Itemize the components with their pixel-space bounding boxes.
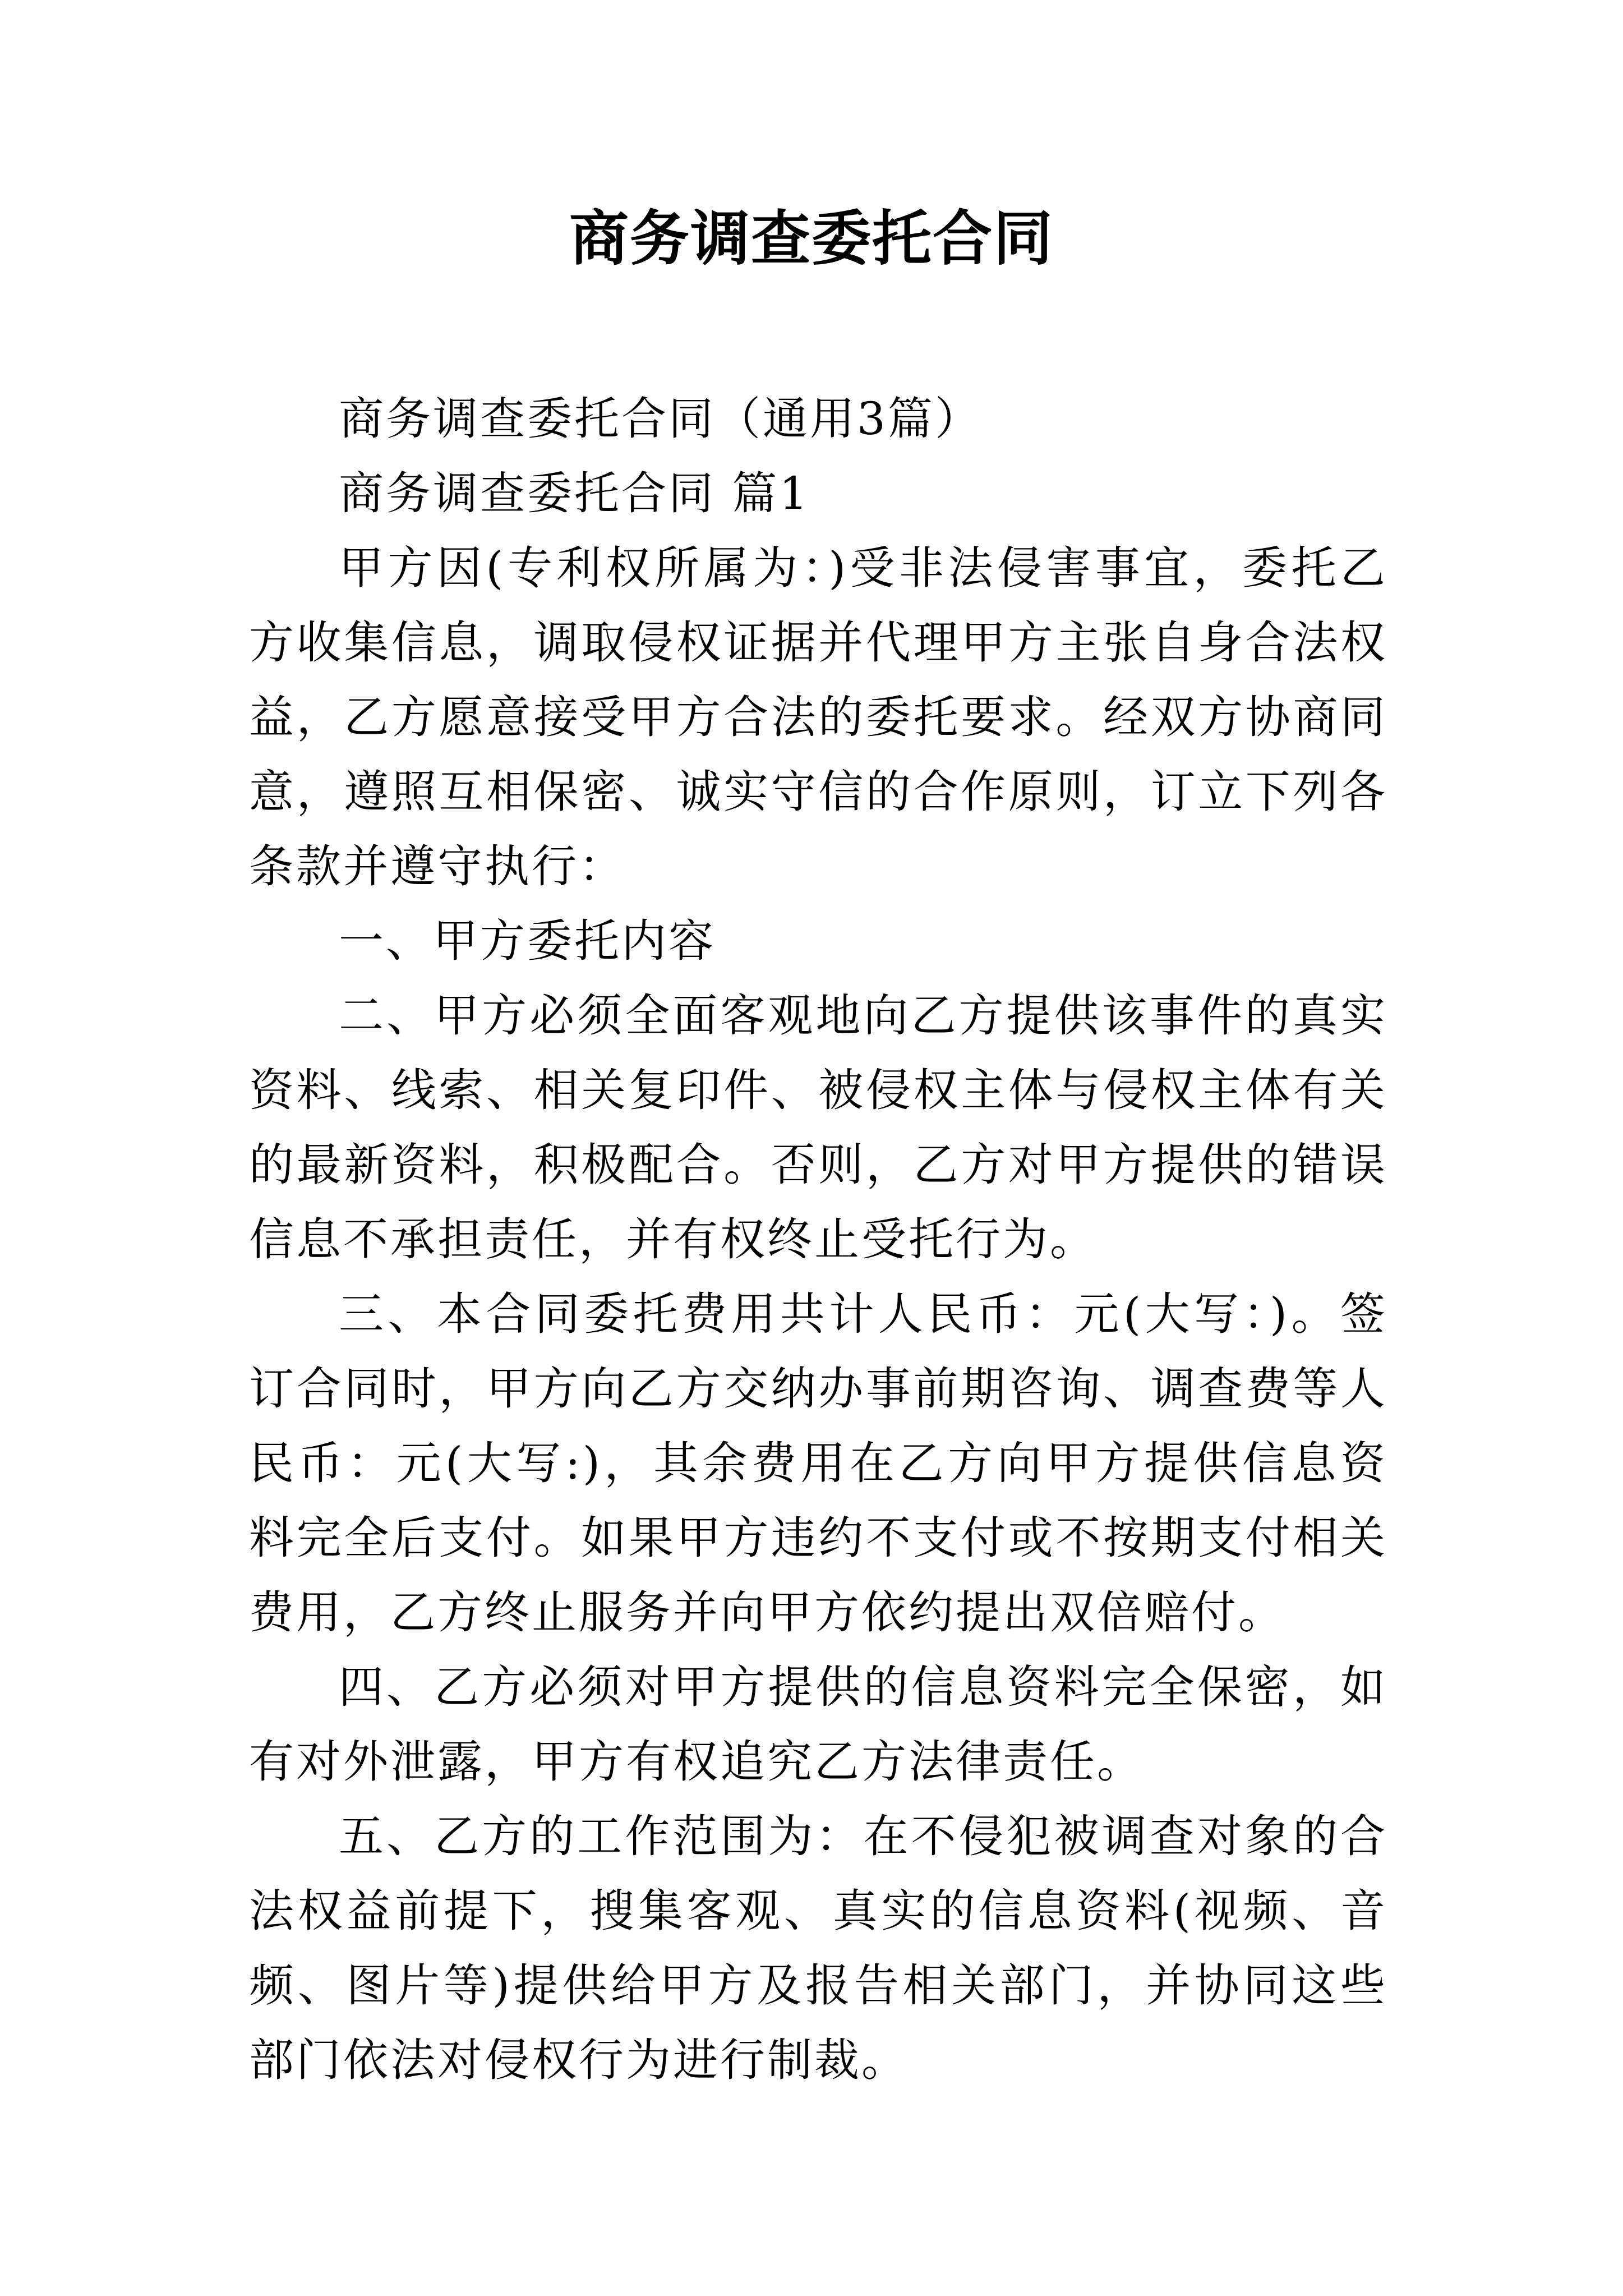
- clause-1-paragraph: 一、甲方委托内容: [339, 915, 716, 967]
- document-body: [249, 381, 1387, 2097]
- clause-2-paragraph: 二、甲方必须全面客观地向乙方提供该事件的真实资料、线索、相关复印件、被侵权主体与侵权主体有关的最新资料，积极配合。否则，乙方对甲方提供的错误信息不承担责任，并有权终止受托行为。: [249, 990, 1387, 1266]
- clause-5-paragraph: 五、乙方的工作范围为：在不侵犯被调查对象的合法权益前提下，搜集客观、真实的信息资料(视频、音频、图片等)提供给甲方及报告相关部门，并协同这些部门依法对侵权行为进行制裁。: [249, 1810, 1387, 2086]
- clause-3-paragraph: 三、本合同委托费用共计人民币：元(大写：)。签订合同时，甲方向乙方交纳办事前期咨询、调查费等人民币：元(大写:)，其余费用在乙方向甲方提供信息资料完全后支付。如果甲方违约不支付或不按期支付相关费用，乙方终止服务并向甲方依约提出双倍赔付。: [249, 1288, 1387, 1639]
- preamble-paragraph: 甲方因(专利权所属为：)受非法侵害事宜，委托乙方收集信息，调取侵权证据并代理甲方主张自身合法权益，乙方愿意接受甲方合法的委托要求。经双方协商同意，遵照互相保密、诚实守信的合作原则，订立下列各条款并遵守执行：: [249, 542, 1387, 892]
- document-title: 商务调查委托合同: [569, 203, 1054, 273]
- clause-4-paragraph: 四、乙方必须对甲方提供的信息资料完全保密，如有对外泄露，甲方有权追究乙方法律责任。: [249, 1661, 1387, 1788]
- section-heading-paragraph: 商务调查委托合同 篇1: [339, 467, 810, 519]
- subtitle-paragraph: 商务调查委托合同（通用3篇）: [339, 393, 982, 445]
